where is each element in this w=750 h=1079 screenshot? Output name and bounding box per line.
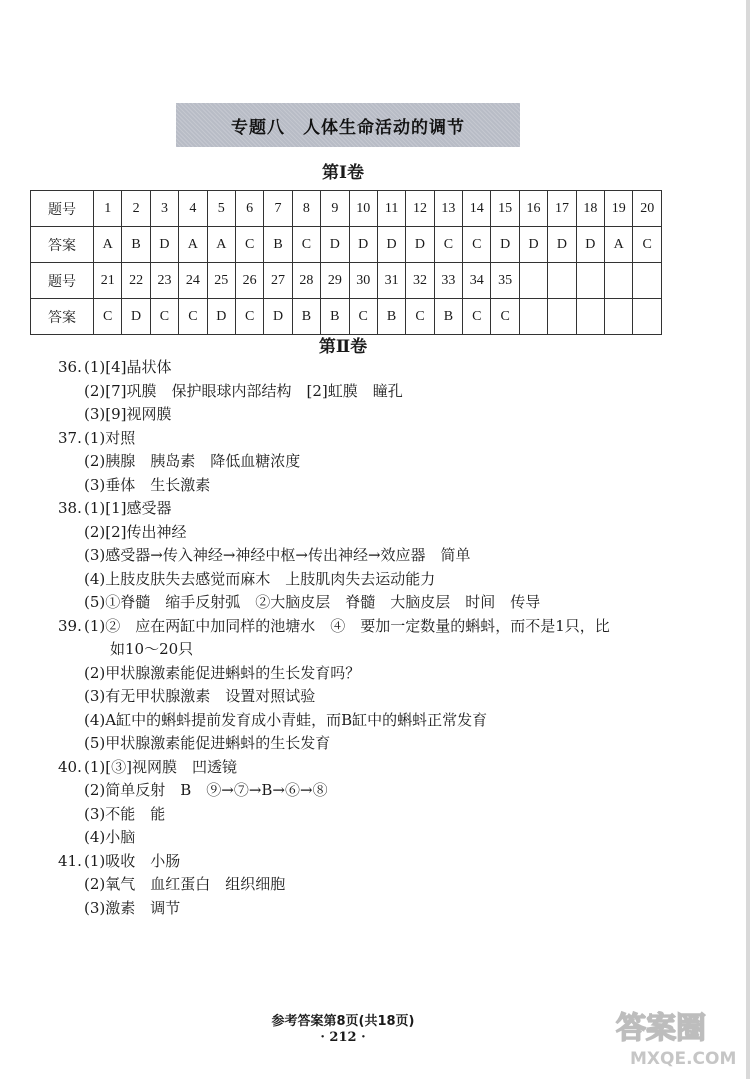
- answer-cell: [605, 299, 633, 335]
- question-number: 36.: [58, 358, 82, 376]
- answer-line: (3)[9]视网膜: [84, 405, 172, 423]
- answer-line: (5)甲状腺激素能促进蝌蚪的生长发育: [84, 734, 331, 752]
- answer-cell: B: [292, 299, 320, 335]
- answer-line: (4)小脑: [84, 828, 136, 846]
- question-number-cell: 10: [349, 191, 377, 227]
- question-number-cell: 22: [122, 263, 150, 299]
- question-number: 38.: [58, 499, 82, 517]
- answer-cell: B: [122, 227, 150, 263]
- answer-cell: C: [633, 227, 662, 263]
- question-number-cell: 15: [491, 191, 519, 227]
- answer-cell: D: [519, 227, 547, 263]
- answer-line: (2)[2]传出神经: [84, 522, 187, 541]
- topic-title-banner: [176, 103, 520, 147]
- answer-cell: A: [94, 227, 122, 263]
- question-number-cell: 11: [377, 191, 405, 227]
- table-row: [31, 299, 662, 335]
- answer-line: (3)感受器→传入神经→神经中枢→传出神经→效应器 简单: [84, 546, 471, 564]
- row-header: 答案: [31, 227, 94, 263]
- question-number: 40.: [58, 757, 82, 776]
- answer-line: (4)上肢皮肤失去感觉而麻木 上肢肌肉失去运动能力: [84, 569, 436, 588]
- table-row: [31, 191, 662, 227]
- answer-line: (2)简单反射 B ⑨→⑦→B→⑥→⑧: [84, 781, 328, 799]
- answer-cell: C: [150, 299, 178, 335]
- page-number: · 212 ·: [320, 1030, 366, 1045]
- row-header: 题号: [31, 263, 94, 299]
- answer-line: (2)甲状腺激素能促进蝌蚪的生长发育吗？: [84, 663, 361, 682]
- question-number-cell: [519, 263, 547, 299]
- answer-cell: C: [235, 227, 263, 263]
- row-header: 答案: [31, 299, 94, 335]
- question-number: 41.: [58, 851, 82, 870]
- question-number-cell: 35: [491, 263, 519, 299]
- answer-line: (2)胰腺 胰岛素 降低血糖浓度: [84, 452, 301, 470]
- answer-cell: B: [264, 227, 292, 263]
- question-number-cell: 2: [122, 191, 150, 227]
- question-number-cell: [633, 263, 662, 299]
- question-number-cell: 19: [605, 191, 633, 227]
- table-row: [31, 263, 662, 299]
- question-number-cell: 34: [463, 263, 491, 299]
- answer-line: (5)①脊髓 缩手反射弧 ②大脑皮层 脊髓 大脑皮层 时间 传导: [84, 593, 541, 611]
- watermark-text-cn: 答案圈: [616, 1011, 706, 1046]
- answer-line: (2)氧气 血红蛋白 组织细胞: [84, 875, 286, 893]
- question-number-cell: [576, 263, 604, 299]
- answer-cell: D: [264, 299, 292, 335]
- answer-cell: C: [292, 227, 320, 263]
- answer-cell: C: [434, 227, 462, 263]
- row-header: 题号: [31, 191, 94, 227]
- question-number-cell: 4: [179, 191, 207, 227]
- question-number-cell: 8: [292, 191, 320, 227]
- question-number: 37.: [58, 428, 82, 447]
- answer-line: (4)A缸中的蝌蚪提前发育成小青蛙，而B缸中的蝌蚪正常发育: [84, 710, 488, 729]
- question-number-cell: 31: [377, 263, 405, 299]
- question-number-cell: 17: [548, 191, 576, 227]
- watermark-text-en: MXQE.COM: [630, 1049, 737, 1069]
- question-number-cell: 9: [321, 191, 349, 227]
- question-number-cell: 23: [150, 263, 178, 299]
- answer-line: (1)[1]感受器: [84, 499, 172, 517]
- watermark-logo: [610, 1000, 740, 1072]
- answer-cell: D: [207, 299, 235, 335]
- section-title-part2: 第Ⅱ卷: [318, 337, 368, 357]
- answer-line: (1)[4]晶状体: [84, 358, 172, 376]
- question-number-cell: 33: [434, 263, 462, 299]
- answer-cell: C: [235, 299, 263, 335]
- question-number-cell: 1: [94, 191, 122, 227]
- answer-cell: A: [207, 227, 235, 263]
- answer-line: 如10～20只: [110, 640, 194, 658]
- answer-cell: [519, 299, 547, 335]
- question-number-cell: 14: [463, 191, 491, 227]
- question-number-cell: 5: [207, 191, 235, 227]
- answer-cell: D: [122, 299, 150, 335]
- answer-cell: D: [377, 227, 405, 263]
- answer-cell: D: [321, 227, 349, 263]
- answer-line: (3)有无甲状腺激素 设置对照试验: [84, 687, 316, 705]
- question-number: 39.: [58, 616, 82, 635]
- question-number-cell: 20: [633, 191, 662, 227]
- topic-title: 专题八 人体生命活动的调节: [231, 117, 465, 138]
- table-row: [31, 227, 662, 263]
- question-number-cell: 16: [519, 191, 547, 227]
- question-number-cell: 21: [94, 263, 122, 299]
- question-number-cell: [548, 263, 576, 299]
- question-number-cell: 18: [576, 191, 604, 227]
- answer-cell: A: [179, 227, 207, 263]
- answer-cell: D: [150, 227, 178, 263]
- question-number-cell: 25: [207, 263, 235, 299]
- answer-cell: D: [576, 227, 604, 263]
- answer-line: (2)[7]巩膜 保护眼球内部结构 [2]虹膜 瞳孔: [84, 381, 403, 400]
- question-number-cell: 30: [349, 263, 377, 299]
- answer-cell: B: [434, 299, 462, 335]
- answer-line: (1)[③]视网膜 凹透镜: [84, 757, 237, 776]
- answer-cell: A: [605, 227, 633, 263]
- question-number-cell: 27: [264, 263, 292, 299]
- answer-line: (3)激素 调节: [84, 898, 181, 917]
- page-edge: [746, 0, 750, 1079]
- question-number-cell: [605, 263, 633, 299]
- answer-table: [30, 190, 662, 335]
- question-number-cell: 6: [235, 191, 263, 227]
- answer-line: (1)吸收 小肠: [84, 851, 181, 870]
- answer-cell: C: [349, 299, 377, 335]
- answer-cell: C: [406, 299, 434, 335]
- answer-cell: B: [377, 299, 405, 335]
- question-number-cell: 28: [292, 263, 320, 299]
- answer-line: (3)不能 能: [84, 804, 166, 823]
- answer-cell: C: [463, 227, 491, 263]
- answer-cell: C: [491, 299, 519, 335]
- question-number-cell: 3: [150, 191, 178, 227]
- answer-cell: [633, 299, 662, 335]
- answer-cell: [576, 299, 604, 335]
- answer-line: (1)② 应在两缸中加同样的池塘水 ④ 要加一定数量的蝌蚪，而不是1只，比: [84, 616, 610, 635]
- section-title-part1: 第Ⅰ卷: [322, 163, 364, 183]
- question-number-cell: 12: [406, 191, 434, 227]
- question-number-cell: 24: [179, 263, 207, 299]
- answer-line: (3)垂体 生长激素: [84, 475, 211, 494]
- answer-cell: C: [463, 299, 491, 335]
- answer-cell: C: [94, 299, 122, 335]
- question-number-cell: 32: [406, 263, 434, 299]
- question-number-cell: 7: [264, 191, 292, 227]
- answer-cell: B: [321, 299, 349, 335]
- footer-text: 参考答案第8页(共18页): [271, 1014, 415, 1029]
- answer-cell: D: [406, 227, 434, 263]
- answer-cell: D: [491, 227, 519, 263]
- question-number-cell: 13: [434, 191, 462, 227]
- question-number-cell: 26: [235, 263, 263, 299]
- answer-cell: [548, 299, 576, 335]
- answer-cell: D: [349, 227, 377, 263]
- answer-cell: D: [548, 227, 576, 263]
- answer-cell: C: [179, 299, 207, 335]
- answer-line: (1)对照: [84, 428, 136, 447]
- question-number-cell: 29: [321, 263, 349, 299]
